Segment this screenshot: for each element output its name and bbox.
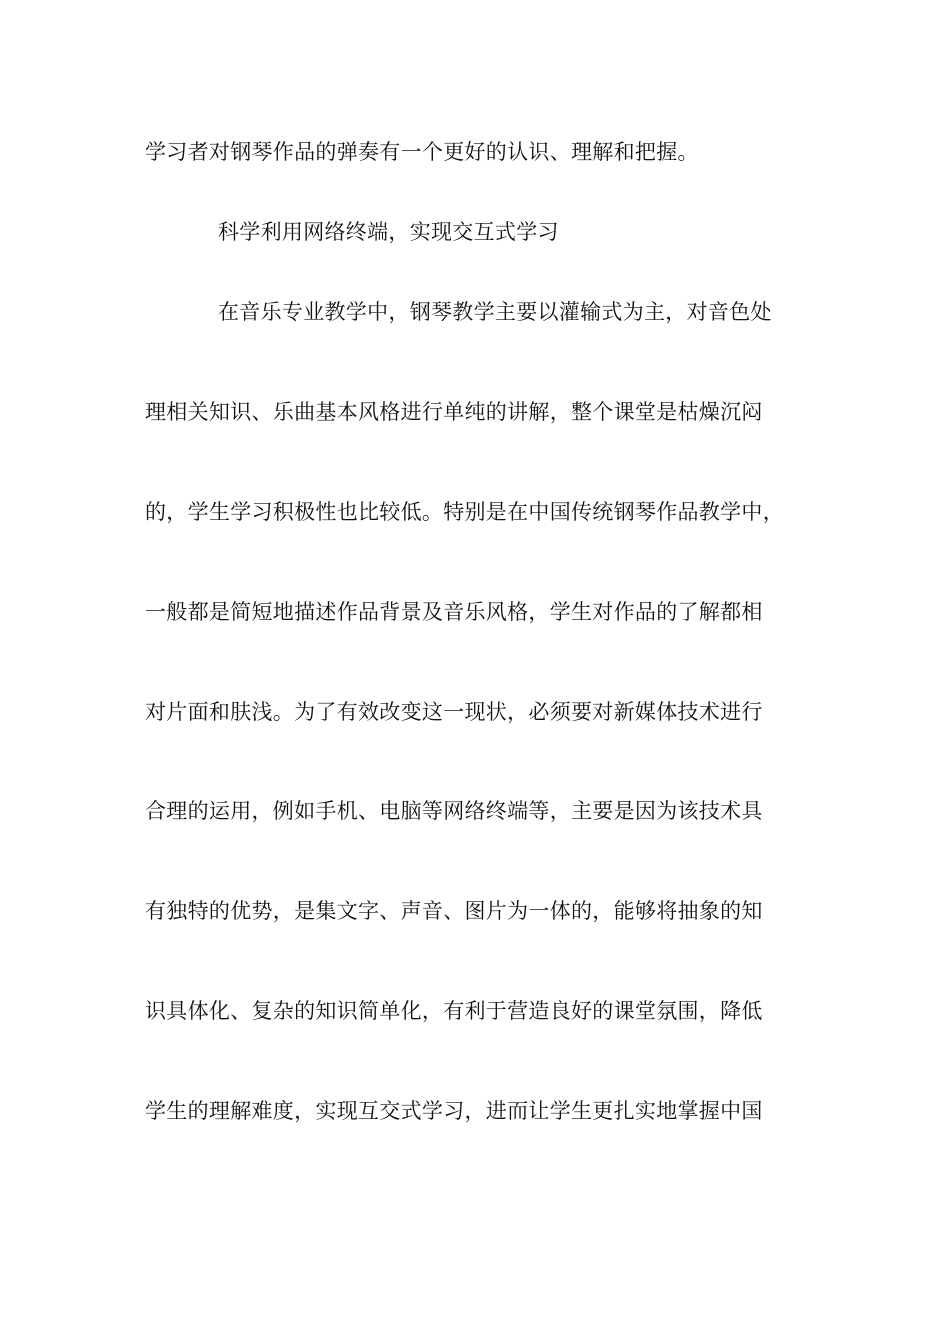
section-heading: 科学利用网络终端，实现交互式学习: [218, 220, 559, 244]
paragraph-line-11: 学生的理解难度，实现互交式学习，进而让学生更扎实地掌握中国: [145, 1099, 763, 1123]
paragraph-line-7: 对片面和肤浅。为了有效改变这一现状，必须要对新媒体技术进行: [145, 700, 763, 724]
paragraph-line-3: 在音乐专业教学中，钢琴教学主要以灌输式为主，对音色处: [218, 300, 772, 324]
paragraph-line-9: 有独特的优势，是集文字、声音、图片为一体的，能够将抽象的知: [145, 899, 763, 923]
paragraph-line-8: 合理的运用，例如手机、电脑等网络终端等，主要是因为该技术具: [145, 799, 763, 823]
paragraph-line-4: 理相关知识、乐曲基本风格进行单纯的讲解，整个课堂是枯燥沉闷: [145, 400, 763, 424]
paragraph-line-10: 识具体化、复杂的知识简单化，有利于营造良好的课堂氛围，降低: [145, 999, 763, 1023]
paragraph-line-1: 学习者对钢琴作品的弹奏有一个更好的认识、理解和把握。: [145, 140, 699, 164]
paragraph-line-6: 一般都是简短地描述作品背景及音乐风格，学生对作品的了解都相: [145, 600, 763, 624]
paragraph-line-5: 的，学生学习积极性也比较低。特别是在中国传统钢琴作品教学中，: [145, 500, 784, 524]
